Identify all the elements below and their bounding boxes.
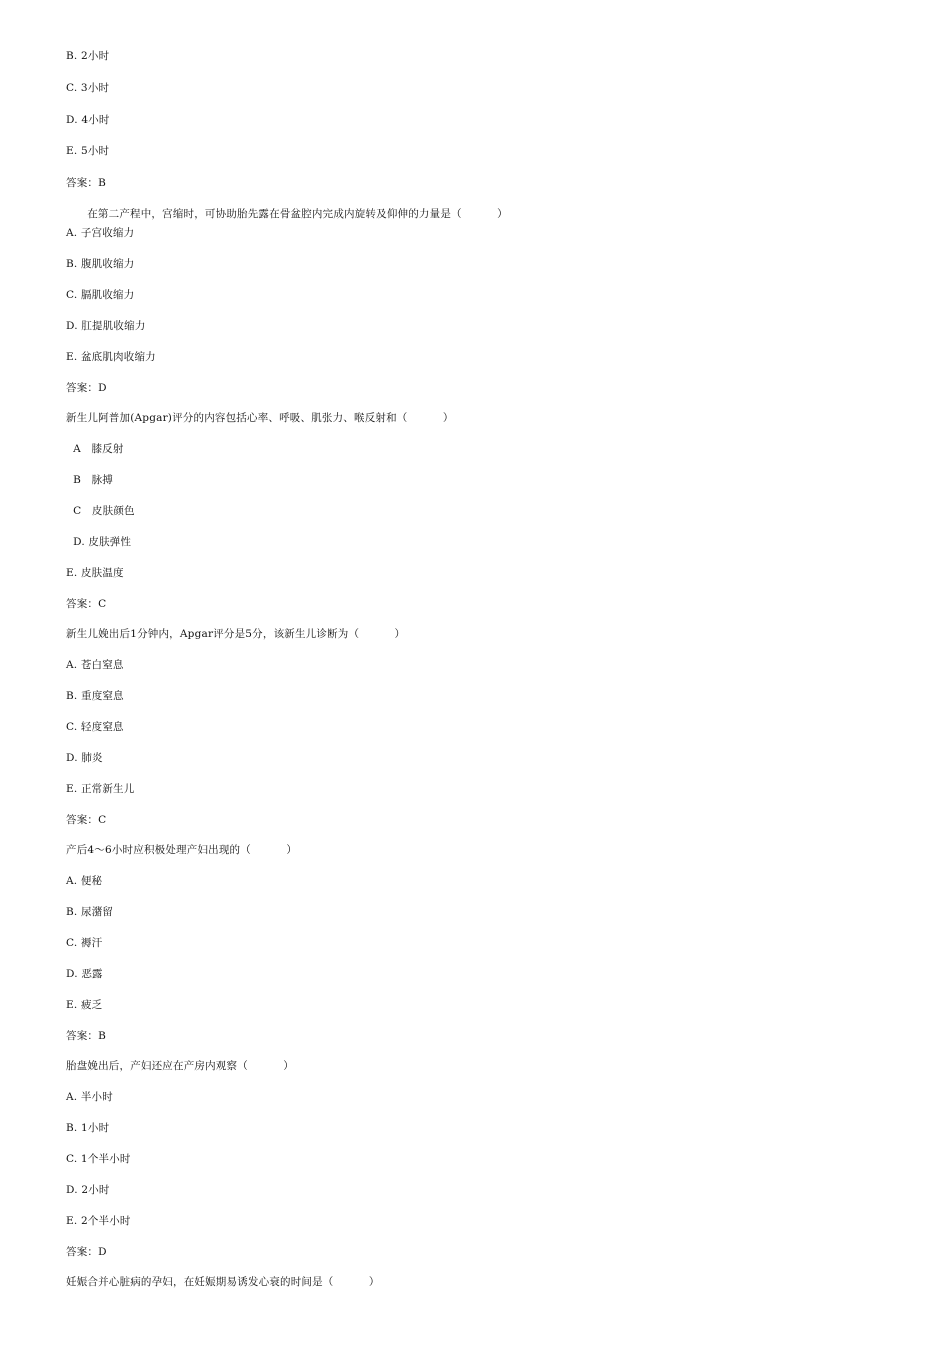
option-c: C. 3小时: [66, 82, 110, 94]
option-c: C. 1个半小时: [66, 1153, 131, 1165]
question: 胎盘娩出后，产妇还应在产房内观察（ ）: [66, 1060, 294, 1072]
answer: 答案：C: [66, 814, 107, 826]
answer: 答案：B: [66, 1030, 107, 1042]
option-b: B. 1小时: [66, 1122, 110, 1134]
option-c: C. 轻度窒息: [66, 721, 124, 733]
option-c: C 皮肤颜色: [66, 505, 135, 517]
option-a: A. 苍白窒息: [66, 659, 124, 671]
option-e: E. 正常新生儿: [66, 783, 135, 795]
option-b: B 脉搏: [66, 474, 114, 486]
option-d: D. 肺炎: [66, 752, 103, 764]
option-b: B. 腹肌收缩力: [66, 258, 135, 270]
option-d: D. 2小时: [66, 1184, 110, 1196]
option-e: E. 5小时: [66, 145, 110, 157]
option-e: E. 2个半小时: [66, 1215, 131, 1227]
option-a: A. 半小时: [66, 1091, 113, 1103]
answer: 答案：C: [66, 598, 107, 610]
option-c: C. 膈肌收缩力: [66, 289, 135, 301]
answer: 答案：B: [66, 177, 107, 189]
question: 妊娠合并心脏病的孕妇，在妊娠期易诱发心衰的时间是（ ）: [66, 1276, 380, 1288]
option-d: D. 4小时: [66, 114, 110, 126]
option-e: E. 盆底肌肉收缩力: [66, 351, 156, 363]
question: 新生儿娩出后1分钟内，Apgar评分是5分，该新生儿诊断为（ ）: [66, 628, 406, 640]
option-e: E. 疲乏: [66, 999, 103, 1011]
answer: 答案：D: [66, 1246, 107, 1258]
option-b: B. 重度窒息: [66, 690, 124, 702]
option-a: A 膝反射: [66, 443, 124, 455]
option-d: D. 肛提肌收缩力: [66, 320, 146, 332]
option-b: B. 尿潴留: [66, 906, 114, 918]
question: 在第二产程中，宫缩时，可协助胎先露在骨盆腔内完成内旋转及仰伸的力量是（ ）: [66, 208, 508, 220]
option-e: E. 皮肤温度: [66, 567, 124, 579]
question: 产后4～6小时应积极处理产妇出现的（ ）: [66, 844, 298, 856]
option-d: D. 皮肤弹性: [66, 536, 132, 548]
option-a: A. 子宫收缩力: [66, 227, 135, 239]
option-c: C. 褥汗: [66, 937, 103, 949]
option-a: A. 便秘: [66, 875, 103, 887]
question: 新生儿阿普加(Apgar)评分的内容包括心率、呼吸、肌张力、喉反射和（ ）: [66, 412, 454, 424]
option-d: D. 恶露: [66, 968, 103, 980]
option-b: B. 2小时: [66, 50, 110, 62]
answer: 答案：D: [66, 382, 107, 394]
